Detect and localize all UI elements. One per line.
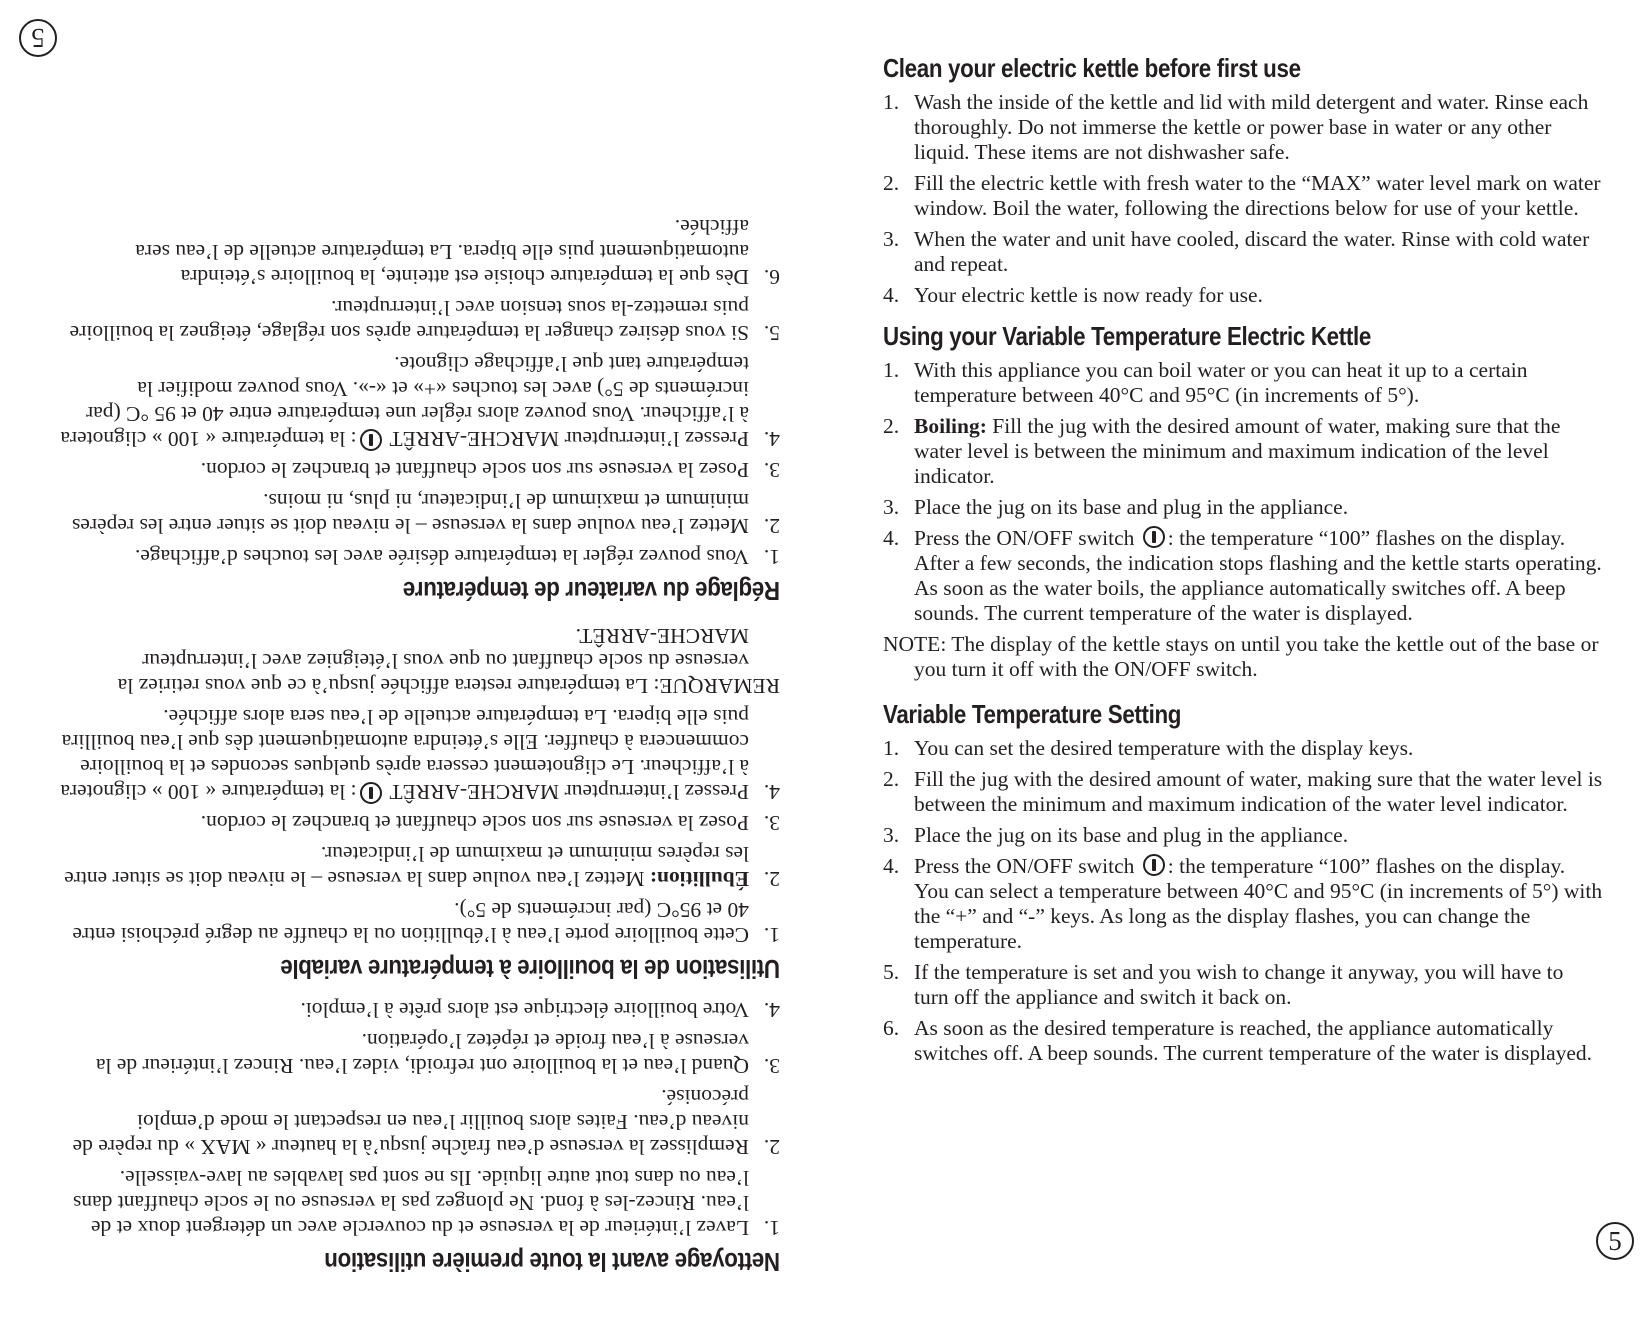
list-item: [60, 897, 780, 947]
list-item: [883, 495, 1603, 520]
instruction-list: [883, 90, 1603, 308]
list-item: [883, 414, 1603, 489]
power-switch-icon: [360, 429, 382, 451]
section-heading: Réglage du variateur de température: [403, 576, 780, 606]
item-text: Posez la verseuse sur son socle chauffant et branchez le cordon.: [200, 458, 749, 482]
item-number: 3.: [883, 823, 900, 847]
item-text-lead: Pressez l’interrupteur MARCHE-ARRÊT: [389, 427, 749, 451]
list-item: [883, 171, 1603, 221]
item-text: Your electric kettle is now ready for use.: [914, 283, 1263, 307]
item-text: When the water and unit have cooled, discard the water. Rinse with cold water and repeat.: [914, 227, 1590, 276]
item-number: 5.: [883, 960, 900, 984]
item-number: 4.: [763, 427, 780, 451]
item-number: 2.: [763, 867, 780, 891]
item-number: 6.: [763, 265, 780, 289]
list-item: [883, 823, 1603, 848]
item-text: Lavez l’intérieur de la verseuse et du couvercle avec un détergent doux et de l’eau. Rincez-les à fond. Ne plongez pas la verseuse ou le socle chauffant dans l’eau ou dans tout autre liquide. Ils ne sont pas lavables au lave-vaisselle.: [73, 1166, 749, 1240]
item-number: 4.: [883, 526, 900, 550]
list-item: [60, 841, 780, 891]
item-text: : the temperature “100” flashes on the display. You can select a temperature between 40°C and 95°C (in increments of 5°) with the “+” and “-” keys. As long as the display flashes, you can change the temperature.: [914, 854, 1603, 953]
item-text: : la température « 100 » clignotera à l’afficheur. Le clignotement cessera après quelques secondes et la bouilloire commencera à chauffer. Elle s’éteindra automatiquement dès que l’eau bouillira puis elle bipera. La température actuelle de l’eau sera alors affichée.: [60, 705, 749, 804]
item-number: 6.: [883, 1016, 900, 1040]
item-number: 2.: [883, 414, 900, 438]
note-text: NOTE: The display of the kettle stays on until you take the kettle out of the base or you turn it off with the ON/OFF switch.: [883, 632, 1599, 681]
list-item: [883, 90, 1603, 165]
item-number: 4.: [763, 998, 780, 1022]
english-column: [883, 50, 1603, 1325]
item-bold-label: Ébullition:: [649, 867, 749, 891]
power-switch-icon: [1143, 854, 1165, 876]
item-number: 1.: [883, 736, 900, 760]
section-heading: Nettoyage avant la toute première utilisation: [324, 1247, 780, 1277]
item-text: Vous pouvez régler la température désirée avec les touches d’affichage.: [134, 545, 749, 569]
item-text: Posez la verseuse sur son socle chauffant et branchez le cordon.: [200, 811, 749, 835]
french-column-upside-down: [60, 5, 780, 1280]
item-text: Cette bouilloire porte l’eau à l’ébullition ou la chauffe au degré préchoisi entre 40 et 95°C (par incréments de 5°).: [72, 898, 749, 947]
item-text: Fill the jug with the desired amount of water, making sure that the water level is between the minimum and maximum indication of the level indicator.: [914, 414, 1561, 488]
list-item: [60, 810, 780, 835]
instruction-list: [60, 214, 780, 569]
list-item: [60, 457, 780, 482]
instruction-list: [883, 358, 1603, 626]
item-text: With this appliance you can boil water or you can heat it up to a certain temperature between 40°C and 95°C (in increments of 5°).: [914, 358, 1528, 407]
item-number: 2.: [763, 514, 780, 538]
section-heading: Utilisation de la bouilloire à température variable: [280, 954, 780, 984]
item-text: If the temperature is set and you wish to change it anyway, you will have to turn off the appliance and switch it back on.: [914, 960, 1564, 1009]
section-heading: Clean your electric kettle before first use: [883, 53, 1301, 83]
list-item: [60, 1084, 780, 1159]
item-number: 4.: [883, 854, 900, 878]
instruction-list: [60, 704, 780, 947]
item-text: Votre bouilloire électrique est alors prête à l’emploi.: [300, 998, 749, 1022]
item-text-lead: Press the ON/OFF switch: [914, 526, 1135, 550]
instruction-list: [883, 736, 1603, 1066]
list-item: [60, 544, 780, 569]
item-number: 3.: [883, 227, 900, 251]
note-text: REMARQUE: La température restera affichée jusqu’à ce que vous retiriez la verseuse du socle chauffant ou que vous l’éteigniez avec l’interrupteur MARCHE-ARRÊT.: [117, 624, 780, 698]
list-item: [60, 488, 780, 538]
list-item: [60, 704, 780, 804]
list-item: [883, 526, 1603, 626]
item-number: 2.: [763, 1135, 780, 1159]
item-number: 4.: [883, 283, 900, 307]
list-item: [883, 1016, 1603, 1066]
item-text: You can set the desired temperature with the display keys.: [914, 736, 1414, 760]
list-item: [60, 1028, 780, 1078]
section-heading: Using your Variable Temperature Electric Kettle: [883, 321, 1371, 351]
item-text: Quand l’eau et la bouilloire ont refroidi, videz l’eau. Rincez l’intérieur de la verseuse à l’eau froide et répétez l’opération.: [95, 1029, 749, 1078]
item-number: 2.: [883, 767, 900, 791]
item-number: 2.: [883, 171, 900, 195]
item-text: Mettez l’eau voulue dans la verseuse – le niveau doit se situer entre les repères minimum et maximum de l’indicateur, ni plus, ni moins.: [72, 489, 749, 538]
item-number: 3.: [763, 1054, 780, 1078]
item-text: Fill the electric kettle with fresh water to the “MAX” water level mark on water window. Boil the water, following the directions below for use of your kettle.: [914, 171, 1601, 220]
list-item: [883, 283, 1603, 308]
item-number: 3.: [763, 458, 780, 482]
item-text-lead: Press the ON/OFF switch: [914, 854, 1135, 878]
power-switch-icon: [360, 782, 382, 804]
item-number: 1.: [763, 1216, 780, 1240]
item-number: 3.: [883, 495, 900, 519]
list-item: [60, 214, 780, 289]
item-number: 1.: [763, 545, 780, 569]
list-item: [883, 767, 1603, 817]
list-item: [883, 227, 1603, 277]
list-item: [60, 1165, 780, 1240]
instruction-list: [60, 997, 780, 1240]
item-number: 1.: [883, 90, 900, 114]
item-text: Dès que la température choisie est atteinte, la bouilloire s’éteindra automatiquement puis elle bipera. La température actuelle de l’eau sera affichée.: [135, 215, 749, 289]
item-text: Fill the jug with the desired amount of water, making sure that the water level is between the minimum and maximum indication of the water level indicator.: [914, 767, 1603, 816]
item-text: Remplissez la verseuse d’eau fraîche jusqu’à la hauteur « MAX » du repère de niveau d’eau. Faites alors bouillir l’eau en respectant le mode d’emploi préconisé.: [72, 1085, 749, 1159]
item-text: : la température « 100 » clignotera à l’afficheur. Vous pouvez alors régler une température entre 40 et 95 °C (par incréments de 5°) avec les touches «+» et «-». Vous pouvez modifier la température tant que l’affichage clignote.: [60, 352, 749, 451]
list-item: [883, 854, 1603, 954]
list-item: [60, 351, 780, 451]
list-item: [883, 358, 1603, 408]
item-number: 1.: [763, 923, 780, 947]
item-text: Si vous désirez changer la température après son réglage, éteignez la bouilloire puis remettez-la sous tension avec l’interrupteur.: [69, 296, 749, 345]
item-text: Place the jug on its base and plug in the appliance.: [914, 823, 1349, 847]
item-text: As soon as the desired temperature is reached, the appliance automatically switches off. A beep sounds. The current temperature of the water is displayed.: [914, 1016, 1593, 1065]
item-number: 1.: [883, 358, 900, 382]
list-item: [883, 736, 1603, 761]
item-number: 5.: [763, 321, 780, 345]
item-text: Wash the inside of the kettle and lid with mild detergent and water. Rinse each thoroughly. Do not immerse the kettle or power base in water or any other liquid. These items are not dishwasher safe.: [914, 90, 1589, 164]
item-text-lead: Pressez l’interrupteur MARCHE-ARRÊT: [389, 780, 749, 804]
item-text: Place the jug on its base and plug in the appliance.: [914, 495, 1349, 519]
item-text: : the temperature “100” flashes on the display. After a few seconds, the indication stops flashing and the kettle starts operating. As soon as the water boils, the appliance automatically switches off. A beep sounds. The current temperature of the water is displayed.: [914, 526, 1602, 625]
page-number-left: 5: [19, 19, 57, 57]
list-item: [60, 997, 780, 1022]
item-number: 4.: [763, 780, 780, 804]
item-text: Mettez l’eau voulue dans la verseuse – le niveau doit se situer entre les repères minimum et maximum de l’indicateur.: [64, 842, 749, 891]
list-item: [60, 295, 780, 345]
list-item: [883, 960, 1603, 1010]
section-heading: Variable Temperature Setting: [883, 699, 1182, 729]
page-number-right: 5: [1596, 1222, 1634, 1260]
item-bold-label: Boiling:: [914, 414, 987, 438]
item-number: 3.: [763, 811, 780, 835]
power-switch-icon: [1143, 526, 1165, 548]
